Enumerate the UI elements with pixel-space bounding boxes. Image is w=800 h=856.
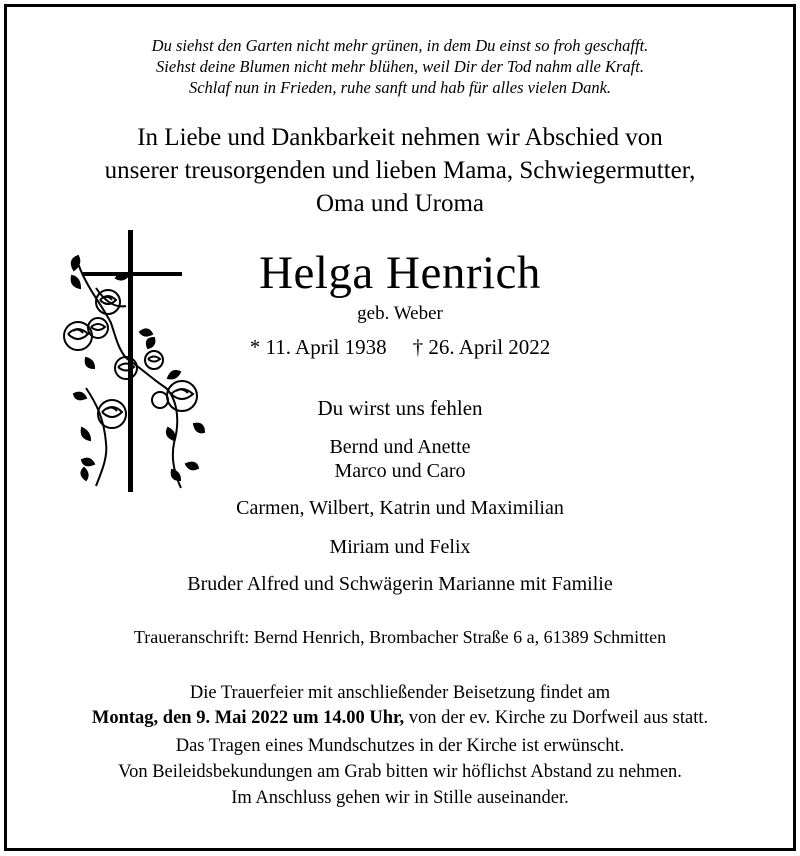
- family-line: Miriam und Felix: [329, 536, 471, 558]
- intro-line: unserer treusorgenden und lieben Mama, Schwiegermutter,: [104, 157, 696, 184]
- ceremony-line: Von Beileidsbekundungen am Grab bitten wir höflichst Abstand zu nehmen.: [118, 762, 682, 782]
- life-dates: [0, 334, 800, 360]
- ceremony-line: Im Anschluss gehen wir in Stille auseinander.: [231, 788, 569, 808]
- ceremony-location: von der ev. Kirche zu Dorfweil aus statt.: [404, 708, 709, 728]
- ceremony-date: Montag, den 9. Mai 2022 um 14.00 Uhr,: [91, 708, 405, 728]
- family-line: Carmen, Wilbert, Katrin und Maximilian: [236, 497, 564, 519]
- death-date: † 26. April 2022: [412, 335, 551, 359]
- farewell-text: Du wirst uns fehlen: [317, 396, 483, 420]
- mourning-address: Traueranschrift: Bernd Henrich, Brombacher Straße 6 a, 61389 Schmitten: [133, 627, 667, 647]
- birth-date: * 11. April 1938: [249, 335, 387, 359]
- family-line: Bruder Alfred und Schwägerin Marianne mit Familie: [187, 573, 613, 595]
- poem-line: Schlaf nun in Frieden, ruhe sanft und hab für alles vielen Dank.: [188, 78, 612, 97]
- poem-line: Siehst deine Blumen nicht mehr blühen, weil Dir der Tod nahm alle Kraft.: [156, 57, 644, 76]
- ceremony-line: Das Tragen eines Mundschutzes in der Kirche ist erwünscht.: [175, 736, 625, 756]
- ceremony-line: Die Trauerfeier mit anschließender Beisetzung findet am: [189, 683, 611, 703]
- family-line: Marco und Caro: [334, 460, 466, 482]
- deceased-name: Helga Henrich: [259, 247, 541, 299]
- family-line: Bernd und Anette: [329, 436, 471, 458]
- poem-line: Du siehst den Garten nicht mehr grünen, in dem Du einst so froh geschafft.: [151, 36, 649, 55]
- maiden-name: geb. Weber: [357, 303, 443, 324]
- intro-line: In Liebe und Dankbarkeit nehmen wir Abschied von: [137, 124, 663, 151]
- ceremony-date-line: [0, 706, 800, 730]
- intro-line: Oma und Uroma: [315, 190, 485, 217]
